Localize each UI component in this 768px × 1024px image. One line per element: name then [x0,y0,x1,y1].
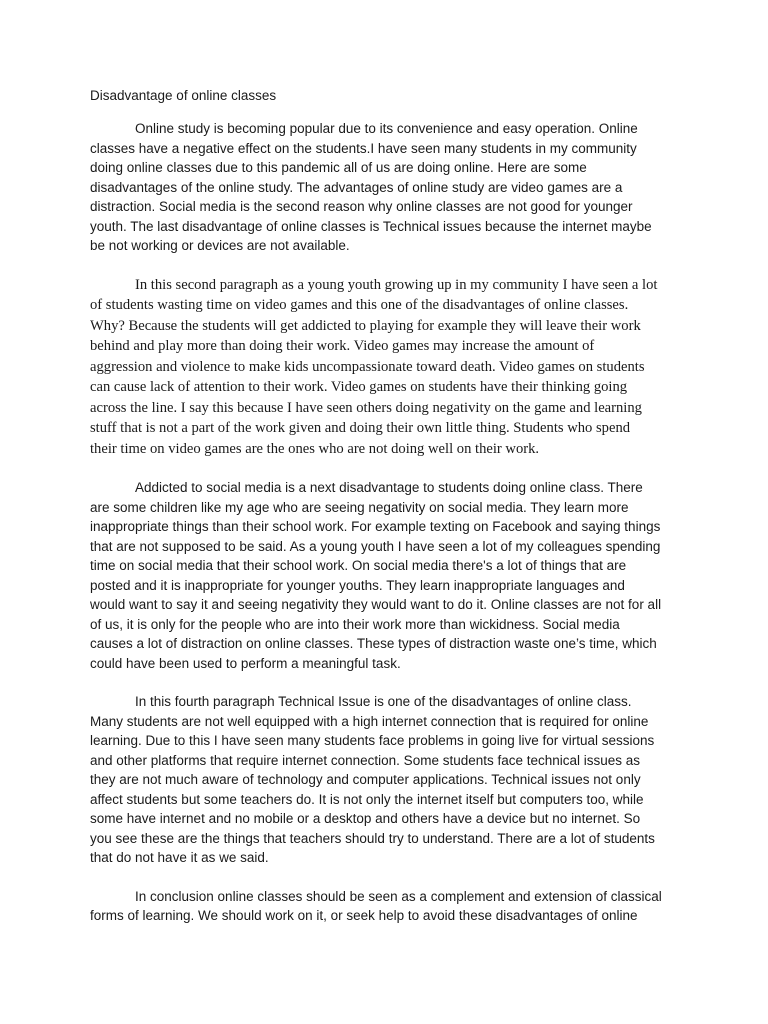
paragraph-video-games: In this second paragraph as a young youth growing up in my community I have seen a lot of students wasting time on video games and this one of the disadvantages of online classes. Why? Because the students will get addicted to playing for example they will leave their work behind and play more than doing their work. Video games may increase the amount of aggression and violence to make kids uncompassionate toward death. Video games on students can cause lack of attention to their work. Video games on students have their thinking going across the line. I say this because I have seen others doing negativity on the game and learning stuff that is not a part of the work given and doing their own little thing. Students who spend their time on video games are the ones who are not doing well on their work. [90,276,658,457]
paragraph-introduction: Online study is becoming popular due to its convenience and easy operation. Online classes have a negative effect on the students.I have seen many students in my community doing online classes due to this pandemic all of us are doing online. Here are some disadvantages of the online study. The advantages of online study are video games are a distraction. Social media is the second reason why online classes are not good for younger youth. The last disadvantage of online classes is Technical issues because the internet maybe be not working or devices are not available. [90,121,652,253]
document-title: Disadvantage of online classes [90,88,277,103]
paragraph-technical-issues: In this fourth paragraph Technical Issue is one of the disadvantages of online class. Many students are not well equipped with a high internet connection that is required for online learning. Due to this I have seen many students face problems in going live for virtual sessions and other platforms that require internet connection. Some students face technical issues as they are not much aware of technology and computer applications. Technical issues not only affect students but some teachers do. It is not only the internet itself but computers too, while some have internet and no mobile or a desktop and others have a device but no internet. So you see these are the things that teachers should try to understand. There are a lot of students that do not have it as we said. [90,694,655,865]
paragraph-social-media: Addicted to social media is a next disadvantage to students doing online class. There are some children like my age who are seeing negativity on social media. They learn more inappropriate things than their school work. For example texting on Facebook and saying things that are not supposed to be said. As a young youth I have seen a lot of my colleagues spending time on social media that their school work. On social media there's a lot of things that are posted and it is inappropriate for younger youths. They learn inappropriate languages and would want to say it and seeing negativity they would want to do it. Online classes are not for all of us, it is only for the people who are into their work more than wickidness. Social media causes a lot of distraction on online classes. These types of distraction waste one’s time, which could have been used to perform a meaningful task. [90,480,662,671]
document-page [90,86,680,945]
paragraph-conclusion: In conclusion online classes should be seen as a complement and extension of classical forms of learning. We should work on it, or seek help to avoid these disadvantages of online [90,888,662,923]
